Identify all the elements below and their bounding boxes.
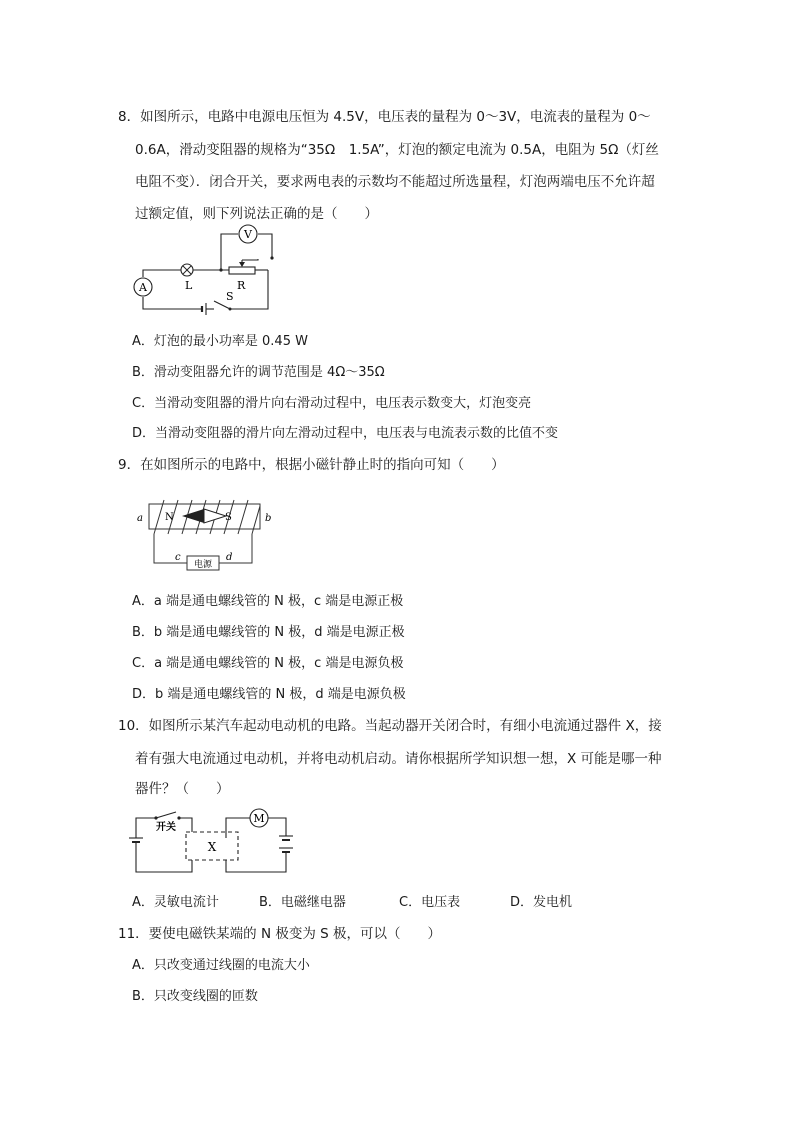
- q10-starter-circuit-diagram: [134, 810, 304, 882]
- q10-option-c[interactable]: C．电压表: [399, 895, 461, 910]
- q8-stem-line-3: 电阻不变）．闭合开关，要求两电表的示数均不能超过所选量程，灯泡两端电压不允许超: [135, 174, 655, 190]
- q8-option-a[interactable]: A．灯泡的最小功率是 0.45 W: [132, 334, 308, 349]
- device-x-label: X: [207, 840, 217, 854]
- q10-stem-line-1: 10．如图所示某汽车起动电动机的电路。当起动器开关闭合时，有细小电流通过器件 X，接: [118, 718, 662, 734]
- q9-stem: 9．在如图所示的电路中，根据小磁针静止时的指向可知（ ）: [118, 457, 505, 473]
- q8-stem-line-2: 0.6A，滑动变阻器的规格为“35Ω 1.5A”，灯泡的额定电流为 0.5A，电阻为 5Ω（灯丝: [135, 142, 659, 158]
- q8-option-d[interactable]: D．当滑动变阻器的滑片向左滑动过程中，电压表与电流表示数的比值不变: [132, 426, 559, 441]
- starter-switch-label: 开关: [156, 822, 176, 833]
- q10-option-a[interactable]: A．灵敏电流计: [132, 895, 219, 910]
- terminal-c-label: c: [175, 552, 181, 563]
- end-b-label: b: [265, 513, 272, 524]
- q8-stem-line-1: 8．如图所示，电路中电源电压恒为 4.5V，电压表的量程为 0～3V，电流表的量程为 0～: [118, 109, 651, 125]
- q11-stem: 11．要使电磁铁某端的 N 极变为 S 极，可以（ ）: [118, 926, 442, 942]
- q10-option-d[interactable]: D．发电机: [510, 895, 573, 910]
- end-a-label: a: [137, 513, 143, 524]
- compass-needle-icon: [182, 509, 204, 523]
- q9-option-d[interactable]: D．b 端是通电螺线管的 N 极，d 端是电源负极: [132, 687, 406, 702]
- power-source-label: 电源: [193, 560, 213, 570]
- ammeter-label: A: [139, 281, 147, 294]
- terminal-d-label: d: [226, 552, 233, 563]
- q9-option-b[interactable]: B．b 端是通电螺线管的 N 极，d 端是电源正极: [132, 625, 405, 640]
- q8-option-b[interactable]: B．滑动变阻器允许的调节范围是 4Ω～35Ω: [132, 365, 385, 380]
- q10-option-b[interactable]: B．电磁继电器: [259, 895, 346, 910]
- q9-option-a[interactable]: A．a 端是通电螺线管的 N 极，c 端是电源正极: [132, 594, 404, 609]
- q11-option-a[interactable]: A．只改变通过线圈的电流大小: [132, 958, 310, 973]
- q8-option-c[interactable]: C．当滑动变阻器的滑片向右滑动过程中，电压表示数变大，灯泡变亮: [132, 396, 532, 411]
- q10-stem-line-2: 着有强大电流通过电动机，并将电动机启动。请你根据所学知识想一想，X 可能是哪一种: [135, 751, 662, 767]
- solenoid-south-label: S: [225, 512, 232, 523]
- q8-circuit-diagram: [130, 225, 280, 325]
- q11-option-b[interactable]: B．只改变线圈的匝数: [132, 989, 258, 1004]
- q8-stem-line-4: 过额定值，则下列说法正确的是（ ）: [135, 206, 378, 222]
- q9-option-c[interactable]: C．a 端是通电螺线管的 N 极，c 端是电源负极: [132, 656, 404, 671]
- voltmeter-label: V: [244, 228, 252, 241]
- q9-solenoid-diagram: [134, 494, 274, 576]
- lamp-label: L: [185, 279, 193, 292]
- switch-label: S: [226, 290, 234, 303]
- motor-label: M: [253, 812, 265, 825]
- solenoid-north-label: N: [165, 512, 174, 523]
- rheostat-label: R: [237, 279, 246, 292]
- q10-stem-line-3: 器件？（ ）: [135, 781, 230, 797]
